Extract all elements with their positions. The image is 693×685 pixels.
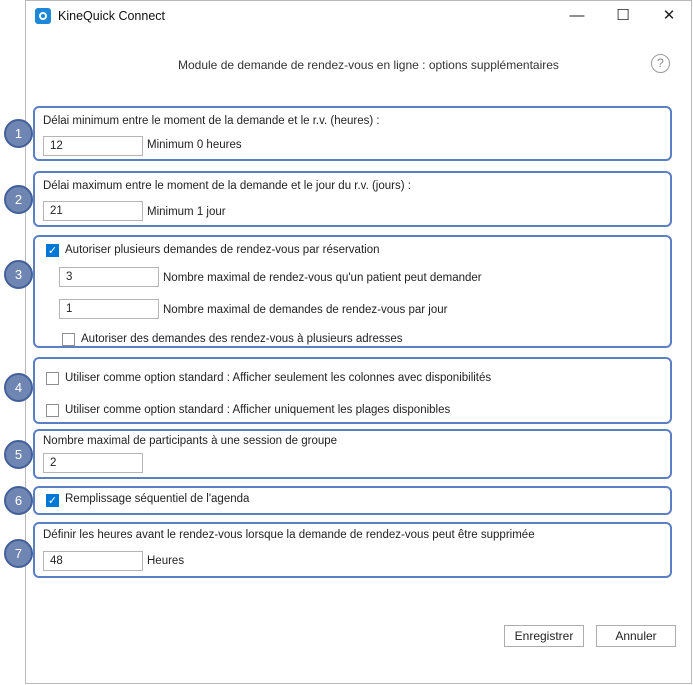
- columns-availability-label: Utiliser comme option standard : Afficher seulement les colonnes avec disponibilités: [65, 372, 492, 384]
- max-delay-input[interactable]: 21: [43, 201, 143, 221]
- columns-availability-checkbox[interactable]: [46, 372, 59, 385]
- step-badge-1: 1: [4, 119, 33, 148]
- close-button[interactable]: ✕: [662, 7, 676, 24]
- title-bar: [26, 1, 691, 31]
- section-cancel-hours: [33, 522, 672, 578]
- maximize-button[interactable]: ☐: [616, 7, 630, 24]
- max-delay-hint: Minimum 1 jour: [147, 206, 226, 218]
- available-slots-label: Utiliser comme option standard : Afficher uniquement les plages disponibles: [65, 404, 451, 416]
- app-logo-icon: [35, 8, 51, 24]
- section-sequential-filling: [33, 486, 672, 515]
- max-per-patient-label: Nombre maximal de rendez-vous qu'un patient peut demander: [163, 272, 482, 284]
- step-badge-6: 6: [4, 486, 33, 515]
- window-title: KineQuick Connect: [58, 9, 166, 23]
- multiple-addresses-label: Autoriser des demandes des rendez-vous à plusieurs adresses: [81, 333, 403, 345]
- step-badge-4: 4: [4, 373, 33, 402]
- help-icon[interactable]: ?: [651, 54, 670, 73]
- multiple-requests-checkbox[interactable]: ✓: [47, 245, 58, 257]
- min-delay-hint: Minimum 0 heures: [147, 139, 242, 151]
- cancel-hours-input[interactable]: 48: [43, 551, 143, 571]
- step-badge-7: 7: [4, 539, 33, 568]
- section-min-delay: [33, 106, 672, 161]
- cancel-hours-label: Définir les heures avant le rendez-vous lorsque la demande de rendez-vous peut être supprimée: [43, 529, 535, 541]
- section-group-participants: [33, 429, 672, 479]
- sequential-filling-label: Remplissage séquentiel de l'agenda: [65, 493, 250, 505]
- page-heading: Module de demande de rendez-vous en ligne : options supplémentaires: [178, 58, 559, 72]
- min-delay-label: Délai minimum entre le moment de la demande et le r.v. (heures) :: [43, 115, 380, 127]
- step-badge-2: 2: [4, 185, 33, 214]
- cancel-button[interactable]: Annuler: [596, 625, 676, 647]
- multiple-addresses-checkbox[interactable]: [62, 333, 75, 346]
- minimize-button[interactable]: —: [569, 7, 585, 24]
- available-slots-checkbox[interactable]: [46, 404, 59, 417]
- max-delay-label: Délai maximum entre le moment de la demande et le jour du r.v. (jours) :: [43, 180, 411, 192]
- step-badge-5: 5: [4, 440, 33, 469]
- step-badge-3: 3: [4, 260, 33, 289]
- max-per-day-label: Nombre maximal de demandes de rendez-vous par jour: [163, 304, 448, 316]
- cancel-hours-hint: Heures: [147, 555, 185, 567]
- section-display-options: [33, 357, 672, 424]
- group-participants-label: Nombre maximal de participants à une session de groupe: [43, 435, 338, 447]
- max-per-patient-input[interactable]: 3: [59, 267, 159, 287]
- save-button[interactable]: Enregistrer: [504, 625, 584, 647]
- section-multiple-requests: [33, 235, 672, 348]
- min-delay-input[interactable]: 12: [43, 136, 143, 156]
- group-participants-input[interactable]: 2: [43, 453, 143, 473]
- multiple-requests-label: Autoriser plusieurs demandes de rendez-vous par réservation: [65, 244, 380, 256]
- dialog-window: [25, 0, 692, 684]
- section-max-delay: [33, 171, 672, 227]
- sequential-filling-checkbox[interactable]: ✓: [47, 495, 58, 507]
- max-per-day-input[interactable]: 1: [59, 299, 159, 319]
